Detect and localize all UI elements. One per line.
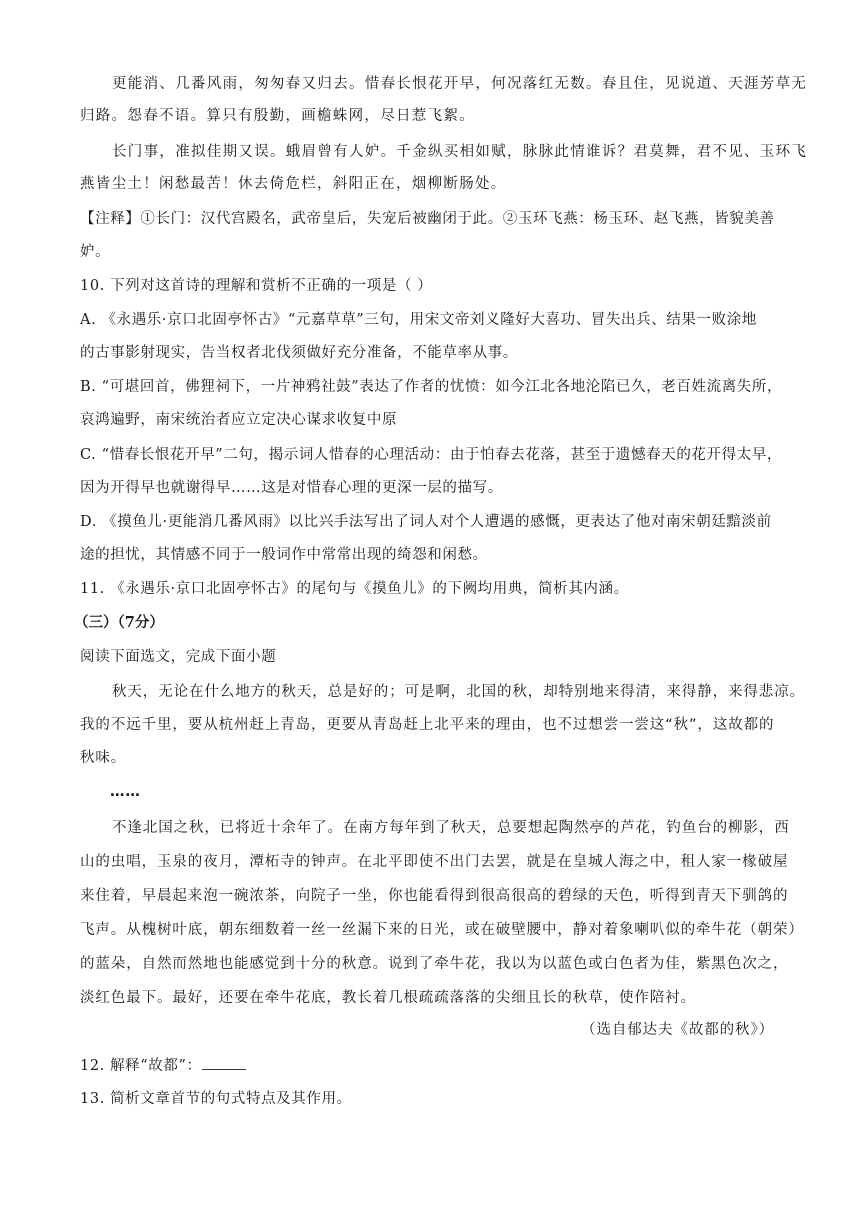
question-10-stem: 10. 下列对这首诗的理解和赏析不正确的一项是（ ） [80, 278, 433, 294]
question-12 [80, 1055, 246, 1076]
annotation-line: 妒。 [80, 244, 111, 260]
passage-line: 淡红色最下。最好，还要在牵牛花底，教长着几根疏疏落落的尖细且长的秋草，使作陪衬。 [80, 990, 696, 1006]
section-heading: （三）（7分） [74, 614, 164, 631]
option-d: D. 《摸鱼儿·更能消几番风雨》以比兴手法写出了词人对个人遭遇的感慨，更表达了他对南宋朝廷黯淡前 [80, 514, 772, 530]
passage-line: 秋天，无论在什么地方的秋天，总是好的；可是啊，北国的秋，却特别地来得清，来得静，来得悲凉。 [112, 684, 805, 700]
passage-line: 我的不远千里，要从杭州赶上青岛，更要从青岛赶上北平来的理由，也不过想尝一尝这“秋”，这故都的 [80, 717, 775, 733]
poem-line: 更能消、几番风雨，匆匆春又归去。惜春长恨花开早，何况落红无数。春且住，见说道、天涯芳草无 [112, 76, 808, 92]
question-13: 13. 简析文章首节的句式特点及其作用。 [80, 1091, 352, 1107]
poem-line: 长门事，准拟佳期又误。蛾眉曾有人妒。千金纵买相如赋，脉脉此情谁诉？君莫舞，君不见、玉环飞 [112, 144, 808, 160]
passage-source: （选自郁达夫《故都的秋》） [581, 1022, 774, 1038]
question-11: 11. 《永遇乐·京口北固亭怀古》的尾句与《摸鱼儿》的下阙均用典，简析其内涵。 [80, 581, 629, 597]
question-12-text: 12. 解释“故都”： [80, 1058, 202, 1074]
option-b: B. “可堪回首，佛狸祠下，一片神鸦社鼓”表达了作者的忧愤：如今江北各地沦陷已久，老百姓流离失所， [80, 379, 783, 395]
passage-line: 不逢北国之秋，已将近十余年了。在南方每年到了秋天，总要想起陶然亭的芦花，钓鱼台的柳影，西 [112, 820, 790, 836]
passage-line: 飞声。从槐树叶底，朝东细数着一丝一丝漏下来的日光，或在破壁腰中，静对着象喇叭似的牵牛花（朝荣） [80, 922, 804, 938]
passage-line: 的蓝朵，自然而然地也能感觉到十分的秋意。说到了牵牛花，我以为以蓝色或白色者为佳，紫黑色次之， [80, 956, 789, 972]
passage-ellipsis: …… [110, 784, 141, 800]
passage-line: 来住着，早晨起来泡一碗浓茶，向院子一坐，你也能看得到很高很高的碧绿的天色，听得到青天下驯鸽的 [80, 888, 789, 904]
option-a: 的古事影射现实，告当权者北伐须做好充分准备，不能草率从事。 [80, 345, 518, 361]
option-d: 途的担忧，其情感不同于一般词作中常常出现的绮怨和闲愁。 [80, 547, 488, 563]
passage-line: 山的虫唱，玉泉的夜月，潭柘寺的钟声。在北平即使不出门去罢，就是在皇城人海之中，租人家一椽破屋 [80, 854, 789, 870]
passage-line: 秋味。 [80, 750, 127, 766]
reading-instruction: 阅读下面选文，完成下面小题 [80, 649, 277, 665]
poem-line: 归路。怨春不语。算只有殷勤，画檐蛛网，尽日惹飞絮。 [80, 108, 475, 124]
option-b: 哀鸿遍野，南宋统治者应立定决心谋求收复中原 [80, 412, 398, 428]
annotation-line: 【注释】①长门：汉代宫殿名，武帝皇后，失宠后被幽闭于此。②玉环飞燕：杨玉环、赵飞燕，皆貌美善 [80, 211, 775, 227]
option-c: C. “惜春长恨花开早”二句，揭示词人惜春的心理活动：由于怕春去花落，甚至于遗憾春天的花开得太早， [80, 447, 783, 463]
answer-blank[interactable] [202, 1055, 246, 1070]
option-a: A. 《永遇乐·京口北固亭怀古》“元嘉草草”三句，用宋文帝刘义隆好大喜功、冒失出兵、结果一败涂地 [80, 312, 757, 328]
option-c: 因为开得早也就谢得早……这是对惜春心理的更深一层的描写。 [80, 480, 503, 496]
poem-line: 燕皆尘土！闲愁最苦！休去倚危栏，斜阳正在，烟柳断肠处。 [80, 176, 507, 192]
